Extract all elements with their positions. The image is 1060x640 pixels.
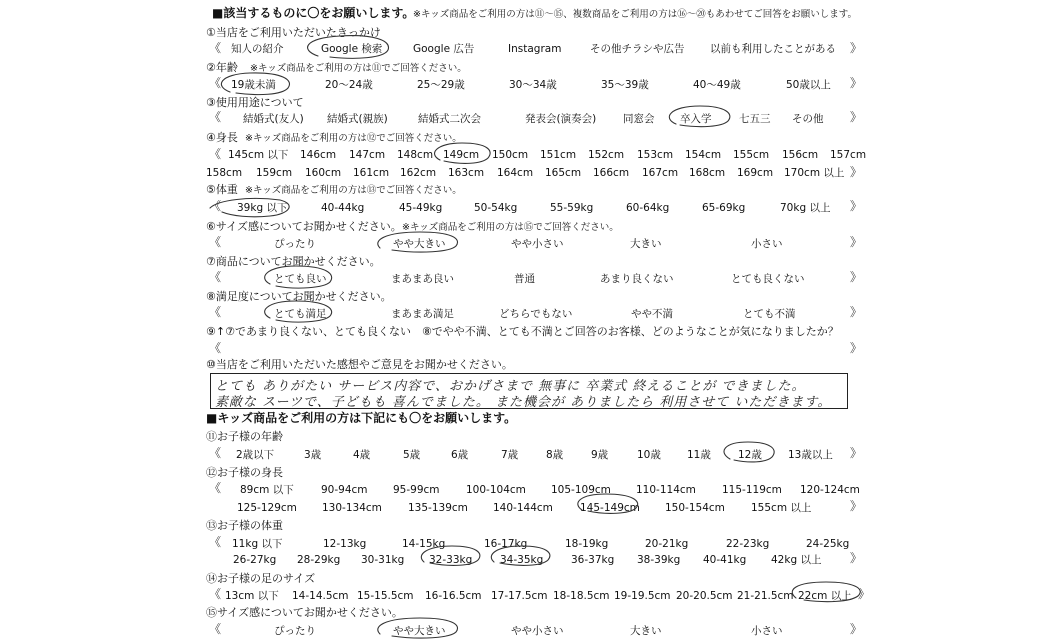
q14-option[interactable]: 17-17.5cm — [491, 590, 548, 602]
kids-section-title: ■キッズ商品をご利用の方は下記にも〇をお願いします。 — [206, 411, 517, 425]
q12-option[interactable]: 110-114cm — [636, 484, 696, 496]
q9-label: ⑨↑⑦であまり良くない、とても良くない ⑧でやや不満、とても不満とご回答のお客様、どのようなことが気になりましたか？ — [206, 325, 839, 338]
bracket-open: 《 — [209, 199, 222, 213]
q2-option[interactable]: 25～29歳 — [417, 79, 465, 91]
q2-option[interactable]: 20～24歳 — [325, 79, 373, 91]
q4-label: ④身長 — [206, 131, 238, 144]
bracket-open: 《 — [209, 110, 222, 124]
q2-option[interactable]: 35～39歳 — [601, 79, 649, 91]
q11-option[interactable]: 8歳 — [546, 449, 564, 461]
q8-option[interactable]: とても不満 — [743, 308, 796, 320]
q4-option[interactable]: 163cm — [448, 167, 485, 179]
q13-label: ⑬お子様の体重 — [206, 519, 283, 532]
q11-option[interactable]: 3歳 — [304, 449, 322, 461]
q7-option[interactable]: とても良い — [274, 273, 327, 285]
section-note: ※キッズ商品をご利用の方は⑪～⑮、複数商品をご利用の方は⑯～⑳もあわせてご回答をお願いします。 — [413, 9, 858, 20]
q15-option[interactable]: やや大きい — [393, 625, 446, 637]
q7-option[interactable]: とても良くない — [731, 273, 805, 285]
q4-option[interactable]: 158cm — [206, 167, 243, 179]
q13-option[interactable]: 32-33kg — [429, 554, 473, 566]
q10-label: ⑩当店をご利用いただいた感想やご意見をお聞かせください。 — [206, 358, 513, 371]
q5-note: ※キッズ商品をご利用の方は⑬でご回答ください。 — [245, 185, 462, 196]
q12-option[interactable]: 100-104cm — [466, 484, 526, 496]
bracket-close: 》 — [850, 165, 863, 179]
q4-option[interactable]: 159cm — [256, 167, 293, 179]
q8-option[interactable]: まあまあ満足 — [391, 308, 454, 320]
q14-option[interactable]: 13cm 以下 — [225, 590, 279, 602]
q13-option[interactable]: 28-29kg — [297, 554, 341, 566]
q1-option[interactable]: 以前も利用したことがある — [710, 43, 836, 55]
q4-option[interactable]: 157cm — [830, 149, 867, 161]
q4-option[interactable]: 170cm 以上 — [784, 167, 845, 179]
q13-option[interactable]: 12-13kg — [323, 538, 367, 550]
q8-option[interactable]: どちらでもない — [499, 308, 573, 320]
q11-option[interactable]: 6歳 — [451, 449, 469, 461]
feedback-line-2: 素敵な スーツで、子どもも 喜んでました。 また機会が ありましたら 利用させて いただきます。 — [215, 395, 832, 410]
q15-option[interactable]: ぴったり — [274, 625, 316, 637]
bracket-open: 《 — [209, 76, 222, 90]
q12-option[interactable]: 115-119cm — [722, 484, 782, 496]
q6-option[interactable]: やや大きい — [393, 238, 446, 250]
q12-option[interactable]: 90-94cm — [321, 484, 368, 496]
q4-option[interactable]: 146cm — [300, 149, 337, 161]
q11-option[interactable]: 13歳以上 — [788, 449, 833, 461]
q2-option[interactable]: 40～49歳 — [693, 79, 741, 91]
q4-option[interactable]: 153cm — [637, 149, 674, 161]
bracket-open: 《 — [209, 305, 222, 319]
bracket-open: 《 — [209, 270, 222, 284]
bracket-open: 《 — [209, 535, 222, 549]
q3-option[interactable]: その他 — [792, 113, 824, 125]
q6-note: ※キッズ商品をご利用の方は⑮でご回答ください。 — [402, 222, 619, 233]
q3-option[interactable]: 卒入学 — [680, 113, 712, 125]
bracket-open: 《 — [209, 481, 222, 495]
q5-option[interactable]: 40-44kg — [321, 202, 365, 214]
bracket-close: 》 — [850, 110, 863, 124]
q12-option[interactable]: 130-134cm — [322, 502, 382, 514]
q12-option[interactable]: 89cm 以下 — [240, 484, 294, 496]
q12-option[interactable]: 150-154cm — [665, 502, 725, 514]
q4-option[interactable]: 164cm — [497, 167, 534, 179]
q4-option[interactable]: 167cm — [642, 167, 679, 179]
q4-option[interactable]: 147cm — [349, 149, 386, 161]
q1-label: ①当店をご利用いただいたきっかけ — [206, 26, 381, 39]
q13-option[interactable]: 36-37kg — [571, 554, 615, 566]
bracket-open: 《 — [209, 41, 222, 55]
q3-option[interactable]: 発表会(演奏会) — [525, 113, 597, 125]
q5-option[interactable]: 70kg 以上 — [780, 202, 831, 214]
bracket-close: 》 — [850, 305, 863, 319]
q8-option[interactable]: とても満足 — [274, 308, 327, 320]
q15-option[interactable]: やや小さい — [511, 625, 564, 637]
bracket-close: 》 — [850, 446, 863, 460]
bracket-close: 》 — [850, 499, 863, 513]
q15-option[interactable]: 大きい — [630, 625, 662, 637]
q5-option[interactable]: 39kg 以下 — [237, 202, 288, 214]
q4-option[interactable]: 145cm 以下 — [228, 149, 289, 161]
q14-option[interactable]: 18-18.5cm — [553, 590, 610, 602]
q11-option[interactable]: 4歳 — [353, 449, 371, 461]
q13-option[interactable]: 38-39kg — [637, 554, 681, 566]
q14-option[interactable]: 21-21.5cm — [737, 590, 794, 602]
q1-option[interactable]: 知人の紹介 — [231, 43, 284, 55]
q1-option[interactable]: その他チラシや広告 — [590, 43, 685, 55]
q1-option[interactable]: Google 広告 — [413, 43, 475, 55]
q5-option[interactable]: 50-54kg — [474, 202, 518, 214]
q13-option[interactable]: 14-15kg — [402, 538, 446, 550]
bracket-close: 》 — [850, 41, 863, 55]
q6-option[interactable]: 小さい — [751, 238, 783, 250]
bracket-open: 《 — [209, 587, 222, 601]
q11-option[interactable]: 9歳 — [591, 449, 609, 461]
bracket-close: 》 — [858, 587, 871, 601]
bracket-open: 《 — [209, 446, 222, 460]
q4-option[interactable]: 160cm — [305, 167, 342, 179]
q4-option[interactable]: 149cm — [443, 149, 480, 161]
q13-option[interactable]: 22-23kg — [726, 538, 770, 550]
q12-option[interactable]: 105-109cm — [551, 484, 611, 496]
q14-option[interactable]: 20-20.5cm — [676, 590, 733, 602]
q7-label: ⑦商品についてお聞かせください。 — [206, 255, 381, 268]
q1-option[interactable]: Instagram — [508, 43, 562, 55]
q3-option[interactable]: 同窓会 — [623, 113, 655, 125]
q11-option[interactable]: 10歳 — [637, 449, 661, 461]
q11-option[interactable]: 11歳 — [687, 449, 711, 461]
q11-option[interactable]: 2歳以下 — [236, 449, 275, 461]
bracket-close: 》 — [850, 199, 863, 213]
q3-option[interactable]: 結婚式(友人) — [243, 113, 304, 125]
q2-note: ※キッズ商品をご利用の方は⑪でご回答ください。 — [250, 63, 467, 74]
q2-option[interactable]: 30～34歳 — [509, 79, 557, 91]
q5-option[interactable]: 65-69kg — [702, 202, 746, 214]
q13-option[interactable]: 11kg 以下 — [232, 538, 283, 550]
bracket-close: 》 — [850, 235, 863, 249]
q3-label: ③使用用途について — [206, 96, 304, 109]
q4-option[interactable]: 150cm — [492, 149, 529, 161]
q3-option[interactable]: 七五三 — [739, 113, 771, 125]
q5-label: ⑤体重 — [206, 183, 238, 196]
q3-option[interactable]: 結婚式(親族) — [327, 113, 388, 125]
q4-option[interactable]: 168cm — [689, 167, 726, 179]
q13-option[interactable]: 42kg 以上 — [771, 554, 822, 566]
bracket-open: 《 — [209, 235, 222, 249]
bracket-open: 《 — [209, 341, 222, 355]
bracket-close: 》 — [850, 341, 863, 355]
q1-option[interactable]: Google 検索 — [321, 43, 383, 55]
q4-option[interactable]: 165cm — [545, 167, 582, 179]
q14-label: ⑭お子様の足のサイズ — [206, 572, 316, 585]
q4-note: ※キッズ商品をご利用の方は⑫でご回答ください。 — [245, 133, 462, 144]
q14-option[interactable]: 16-16.5cm — [425, 590, 482, 602]
bracket-close: 》 — [850, 270, 863, 284]
q3-option[interactable]: 結婚式二次会 — [418, 113, 481, 125]
q4-option[interactable]: 156cm — [782, 149, 819, 161]
q4-option[interactable]: 152cm — [588, 149, 625, 161]
bracket-open: 《 — [209, 147, 222, 161]
q5-option[interactable]: 55-59kg — [550, 202, 594, 214]
q13-option[interactable]: 24-25kg — [806, 538, 850, 550]
q2-label: ②年齢 — [206, 61, 238, 74]
bracket-close: 》 — [850, 76, 863, 90]
q11-option[interactable]: 5歳 — [403, 449, 421, 461]
q14-option[interactable]: 19-19.5cm — [614, 590, 671, 602]
q12-option[interactable]: 125-129cm — [237, 502, 297, 514]
q12-label: ⑫お子様の身長 — [206, 466, 283, 479]
q14-option[interactable]: 15-15.5cm — [357, 590, 414, 602]
q12-option[interactable]: 135-139cm — [408, 502, 468, 514]
q7-option[interactable]: まあまあ良い — [391, 273, 454, 285]
q13-option[interactable]: 30-31kg — [361, 554, 405, 566]
q13-option[interactable]: 20-21kg — [645, 538, 689, 550]
q15-option[interactable]: 小さい — [751, 625, 783, 637]
q11-option[interactable]: 12歳 — [738, 449, 762, 461]
q11-label: ⑪お子様の年齢 — [206, 430, 283, 443]
q12-option[interactable]: 140-144cm — [493, 502, 553, 514]
q11-option[interactable]: 7歳 — [501, 449, 519, 461]
bracket-open: 《 — [209, 622, 222, 636]
q14-option[interactable]: 14-14.5cm — [292, 590, 349, 602]
q8-label: ⑧満足度についてお聞かせください。 — [206, 290, 392, 303]
q8-option[interactable]: やや不満 — [631, 308, 673, 320]
q5-option[interactable]: 45-49kg — [399, 202, 443, 214]
q4-option[interactable]: 155cm — [733, 149, 770, 161]
q7-option[interactable]: あまり良くない — [600, 273, 674, 285]
q6-label: ⑥サイズ感についてお聞かせください。 — [206, 220, 402, 233]
q15-label: ⑮サイズ感についてお聞かせください。 — [206, 606, 403, 619]
q12-option[interactable]: 95-99cm — [393, 484, 440, 496]
q2-option[interactable]: 50歳以上 — [786, 79, 831, 91]
q13-option[interactable]: 18-19kg — [565, 538, 609, 550]
q4-option[interactable]: 162cm — [400, 167, 437, 179]
q4-option[interactable]: 166cm — [593, 167, 630, 179]
q6-option[interactable]: 大きい — [630, 238, 662, 250]
bracket-close: 》 — [850, 551, 863, 565]
q13-option[interactable]: 26-27kg — [233, 554, 277, 566]
q5-option[interactable]: 60-64kg — [626, 202, 670, 214]
q4-option[interactable]: 151cm — [540, 149, 577, 161]
q2-option[interactable]: 19歳未満 — [231, 79, 276, 91]
q6-option[interactable]: やや小さい — [511, 238, 564, 250]
q4-option[interactable]: 161cm — [353, 167, 390, 179]
q4-option[interactable]: 169cm — [737, 167, 774, 179]
q7-option[interactable]: 普通 — [514, 273, 535, 285]
q12-option[interactable]: 120-124cm — [800, 484, 860, 496]
q12-option[interactable]: 145-149cm — [580, 502, 640, 514]
q4-option[interactable]: 154cm — [685, 149, 722, 161]
q13-option[interactable]: 34-35kg — [500, 554, 544, 566]
q13-option[interactable]: 40-41kg — [703, 554, 747, 566]
section-title: ■該当するものに〇をお願いします。 — [212, 6, 415, 20]
feedback-line-1: とても ありがたい サービス内容で、おかげさまで 無事に 卒業式 終えることが できました。 — [215, 379, 806, 394]
q6-option[interactable]: ぴったり — [274, 238, 316, 250]
q12-option[interactable]: 155cm 以上 — [751, 502, 812, 514]
q4-option[interactable]: 148cm — [397, 149, 434, 161]
q13-option[interactable]: 16-17kg — [484, 538, 528, 550]
q14-option[interactable]: 22cm 以上 — [798, 590, 852, 602]
bracket-close: 》 — [850, 622, 863, 636]
